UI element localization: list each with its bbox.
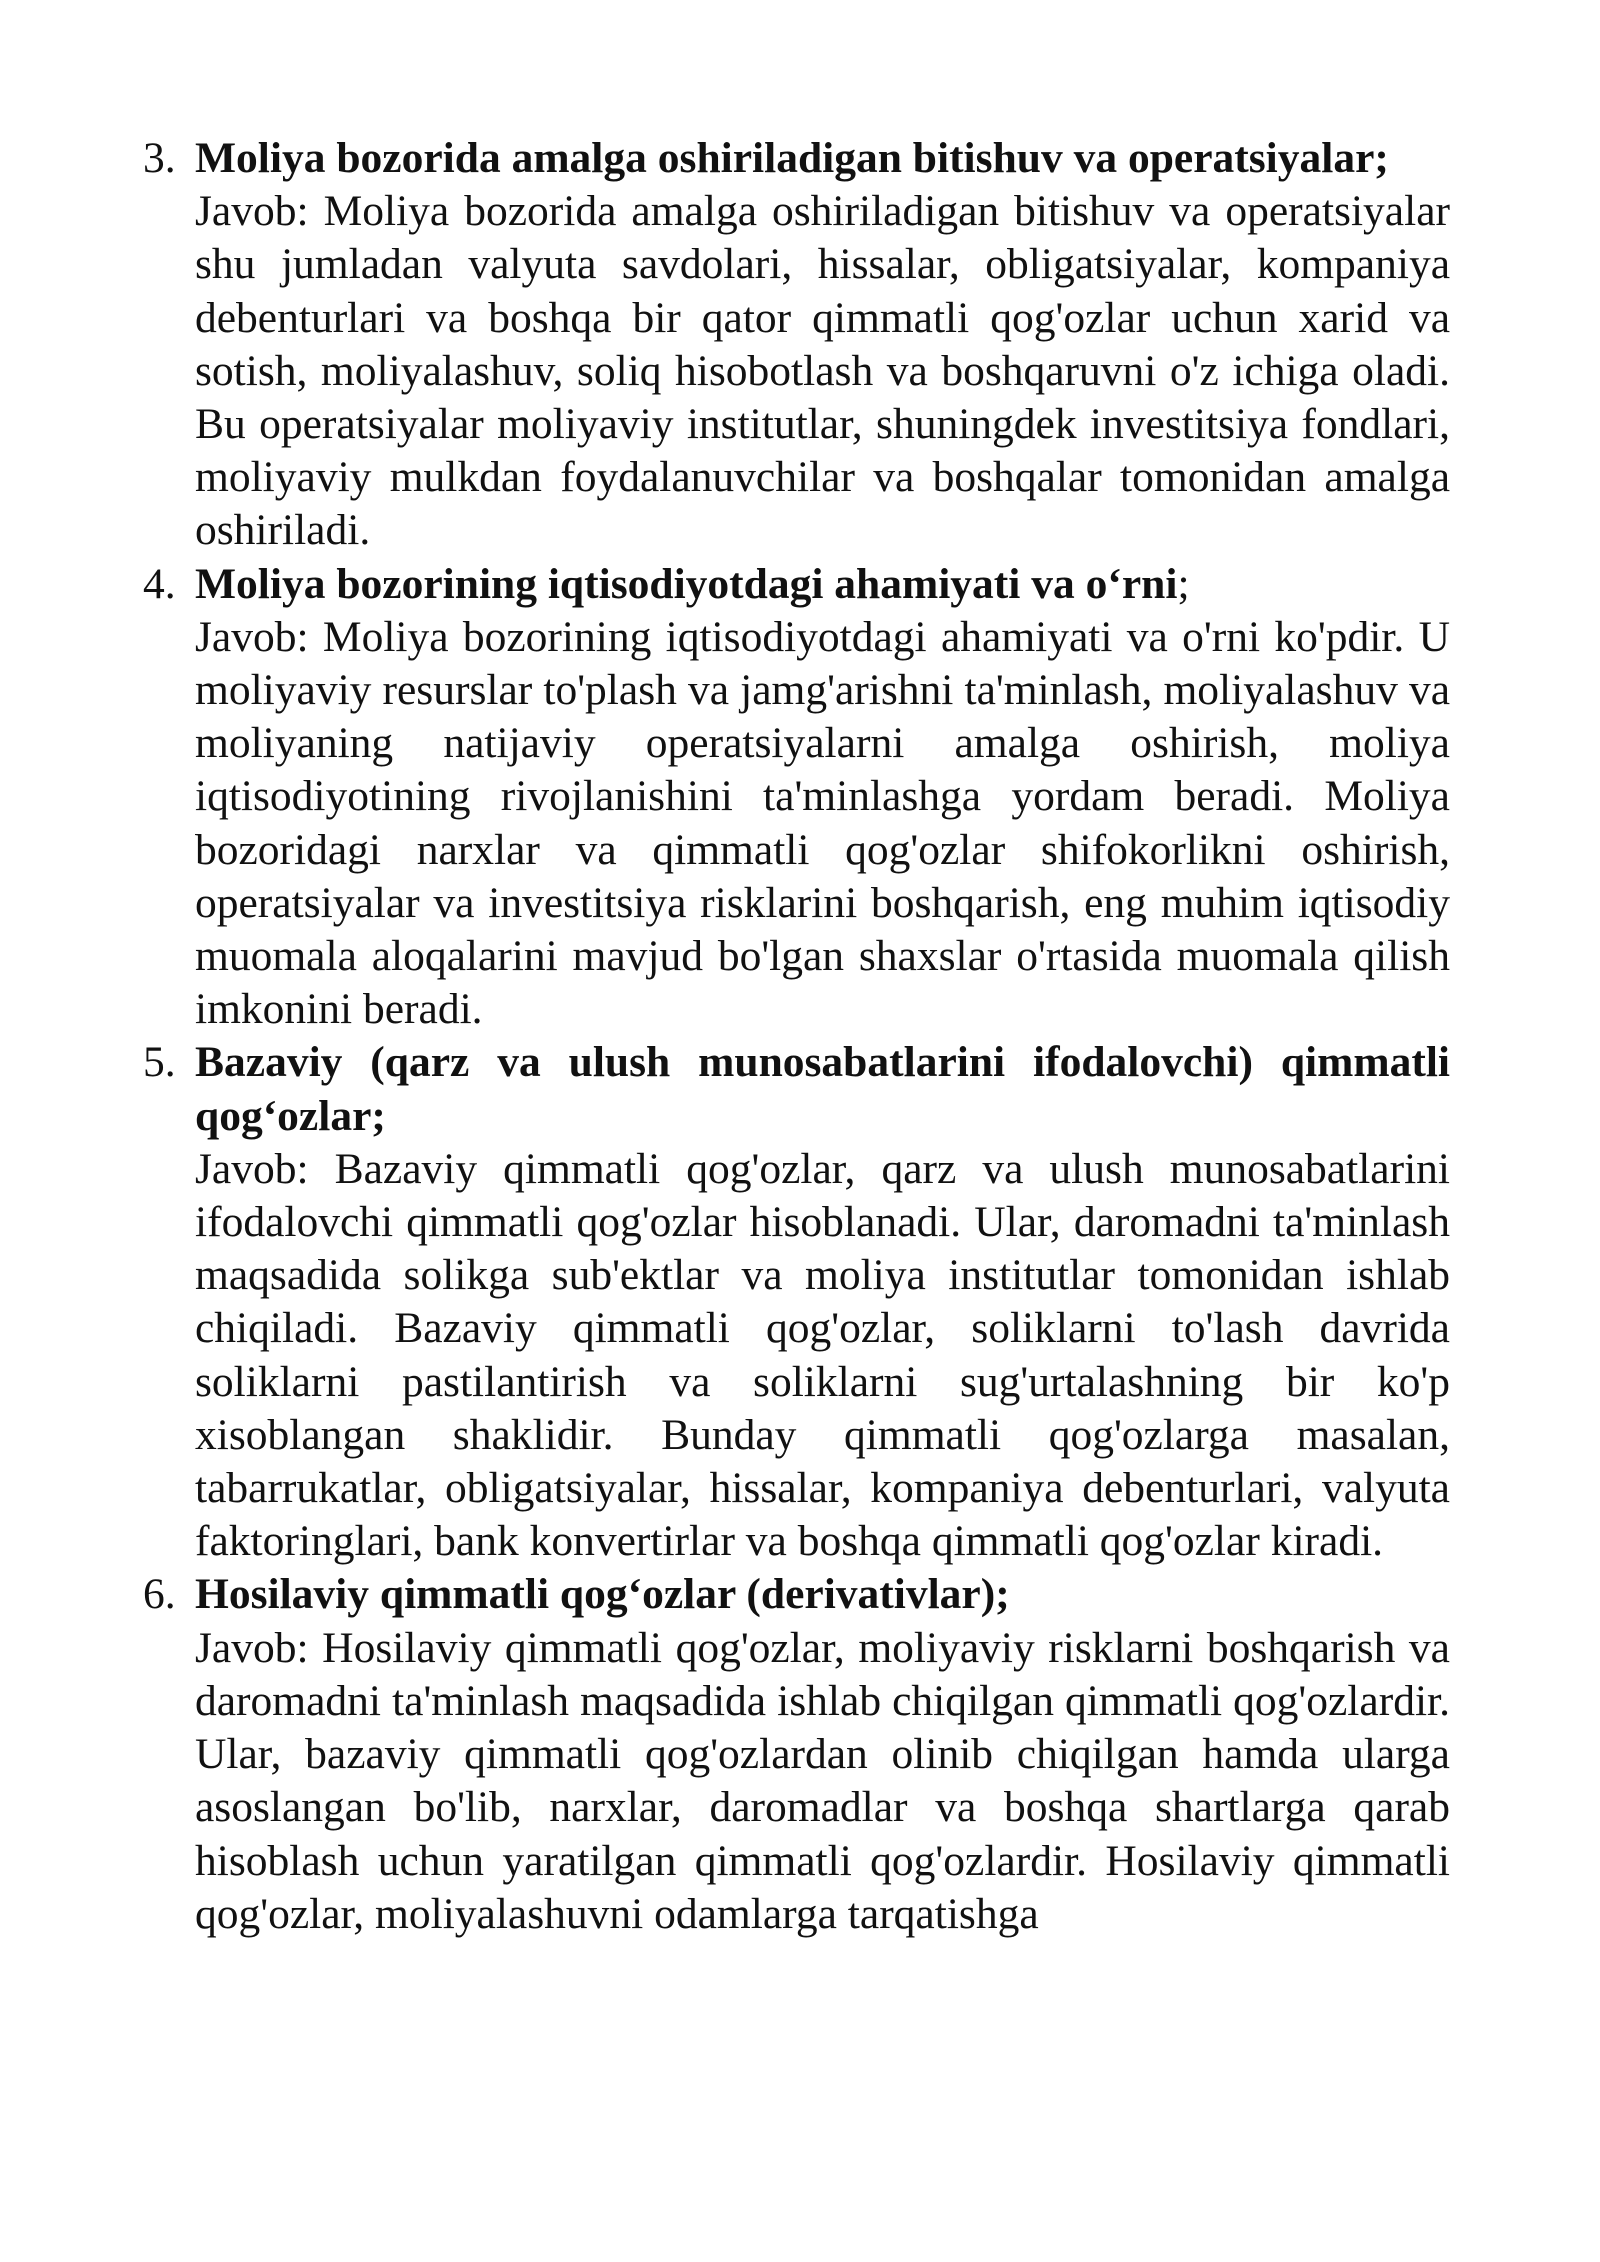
answer-text: Javob: Moliya bozorida amalga oshiriladigan bitishuv va operatsiyalar shu jumladan valyuta savdolari, hissalar, obligatsiyalar, kompaniya debenturlari va boshqa bir qator qimmatli qog'ozlar uchun xarid va sotish, moliyalashuv, soliq hisobotlash va boshqaruvni o'z ichiga oladi. Bu operatsiyalar moliyaviy institutlar, shuningdek investitsiya fondlari, moliyaviy mulkdan foydalanuvchilar va boshqalar tomonidan amalga oshiriladi. (195, 187, 1450, 555)
question-text: Moliya bozorida amalga oshiriladigan bitishuv va operatsiyalar; (195, 134, 1389, 182)
question-heading (195, 132, 1450, 185)
question-text: Moliya bozorining iqtisodiyotdagi ahamiyati va o‘rni (195, 559, 1178, 608)
question-text: Hosilaviy qimmatli qog‘ozlar (derivativlar); (195, 1570, 1010, 1619)
question-heading (195, 1568, 1450, 1621)
answer-text: Javob: Hosilaviy qimmatli qog'ozlar, moliyaviy risklarni boshqarish va daromadni ta'minlash maqsadida ishlab chiqilgan qimmatli qog'ozlardir. Ular, bazaviy qimmatli qog'ozlardan olinib chiqilgan hamda ularga asoslangan bo'lib, narxlar, daromadlar va boshqa shartlarga qarab hisoblash uchun yaratilgan qimmatli qog'ozlardir. Hosilaviy qimmatli qog'ozlar, moliyalashuvni odamlarga tarqatishga (195, 1623, 1450, 1938)
question-suffix: ; (1177, 559, 1190, 608)
item-number: 5. (143, 1038, 176, 1087)
list-item (143, 558, 1450, 1037)
item-number: 3. (143, 134, 176, 182)
list-item (143, 132, 1450, 558)
answer-text: Javob: Moliya bozorining iqtisodiyotdagi ahamiyati va o'rni ko'pdir. U moliyaviy resurslar to'plash va jamg'arishni ta'minlash, moliyalashuv va moliyaning natijaviy operatsiyalarni amalga oshirish, moliya iqtisodiyotining rivojlanishini ta'minlashga yordam beradi. Moliya bozoridagi narxlar va qimmatli qog'ozlar shifokorlikni oshirish, operatsiyalar va investitsiya risklarini boshqarish, eng muhim iqtisodiy muomala aloqalarini mavjud bo'lgan shaxslar o'rtasida muomala qilish imkonini beradi. (195, 612, 1450, 1034)
question-heading (195, 558, 1450, 611)
item-number: 6. (143, 1570, 176, 1619)
list-item (143, 1036, 1450, 1568)
question-text: Bazaviy (qarz va ulush munosabatlarini ifodalovchi) qimmatli qog‘ozlar; (195, 1038, 1450, 1140)
list-item (143, 1568, 1450, 1940)
item-number: 4. (143, 559, 176, 608)
question-list (143, 132, 1450, 1941)
answer-text: Javob: Bazaviy qimmatli qog'ozlar, qarz va ulush munosabatlarini ifodalovchi qimmatli qog'ozlar hisoblanadi. Ular, daromadni ta'minlash maqsadida solikga sub'ektlar va moliya institutlar tomonidan ishlab chiqiladi. Bazaviy qimmatli qog'ozlar, soliklarni to'lash davrida soliklarni pastilantirish va soliklarni sug'urtalashning bir ko'p xisoblangan shaklidir. Bunday qimmatli qog'ozlarga masalan, tabarrukatlar, obligatsiyalar, hissalar, kompaniya debenturlari, valyuta faktoringlari, bank konvertirlar va boshqa qimmatli qog'ozlar kiradi. (195, 1144, 1450, 1566)
question-heading (195, 1036, 1450, 1142)
